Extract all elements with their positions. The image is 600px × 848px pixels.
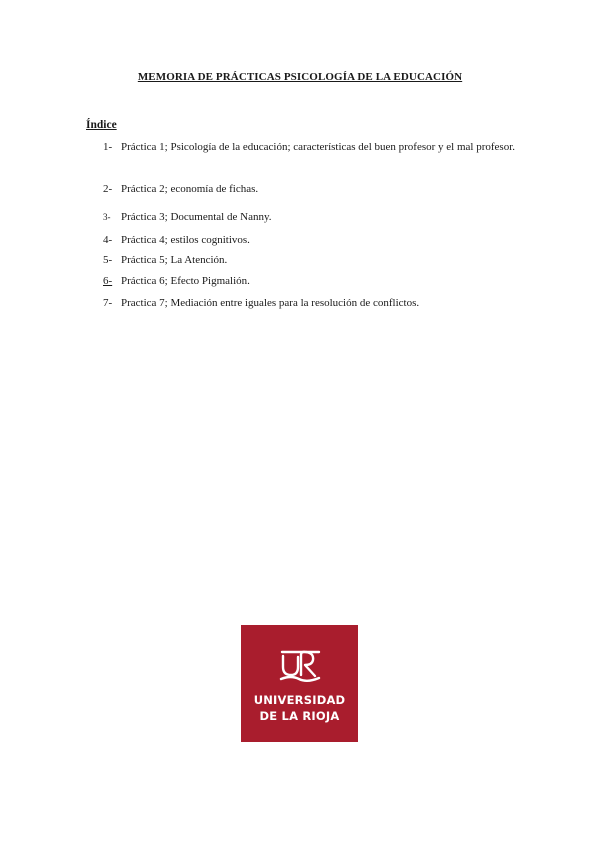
index-heading: Índice [86, 119, 117, 131]
document-title: MEMORIA DE PRÁCTICAS PSICOLOGÍA DE LA EDUCACIÓN [137, 71, 463, 83]
toc-item-number: 2- [103, 183, 113, 195]
logo-text-line-2: DE LA RIOJA [259, 709, 340, 723]
toc-item-number: 5- [103, 254, 113, 266]
toc-item-text: Práctica 5; La Atención. [121, 254, 228, 266]
toc-item-number: 6- [103, 275, 113, 287]
toc-item-number: 3- [103, 212, 111, 222]
toc-item-2 [103, 181, 523, 198]
toc-item-7 [103, 295, 523, 312]
toc-item-text: Práctica 4; estilos cognitivos. [121, 234, 250, 246]
ur-monogram-icon [241, 625, 358, 742]
toc-item-1 [103, 139, 523, 156]
logo-text-line-1: UNIVERSIDAD [253, 693, 346, 707]
toc-item-4 [103, 232, 523, 249]
university-logo [241, 625, 358, 742]
toc-item-number: 4- [103, 234, 113, 246]
toc-item-text: Práctica 3; Documental de Nanny. [121, 211, 272, 223]
toc-item-6 [103, 273, 523, 290]
toc-item-text: Práctica 2; economía de fichas. [121, 183, 259, 195]
toc-item-text: Práctica 1; Psicología de la educación; características del buen profesor y el mal profesor. [121, 141, 516, 153]
toc-item-number: 7- [103, 297, 113, 309]
toc-item-3 [103, 209, 523, 226]
toc-item-5 [103, 252, 523, 269]
toc-item-text: Practica 7; Mediación entre iguales para la resolución de conflictos. [121, 297, 420, 309]
toc-item-text: Práctica 6; Efecto Pigmalión. [121, 275, 250, 287]
toc-item-number: 1- [103, 141, 113, 153]
